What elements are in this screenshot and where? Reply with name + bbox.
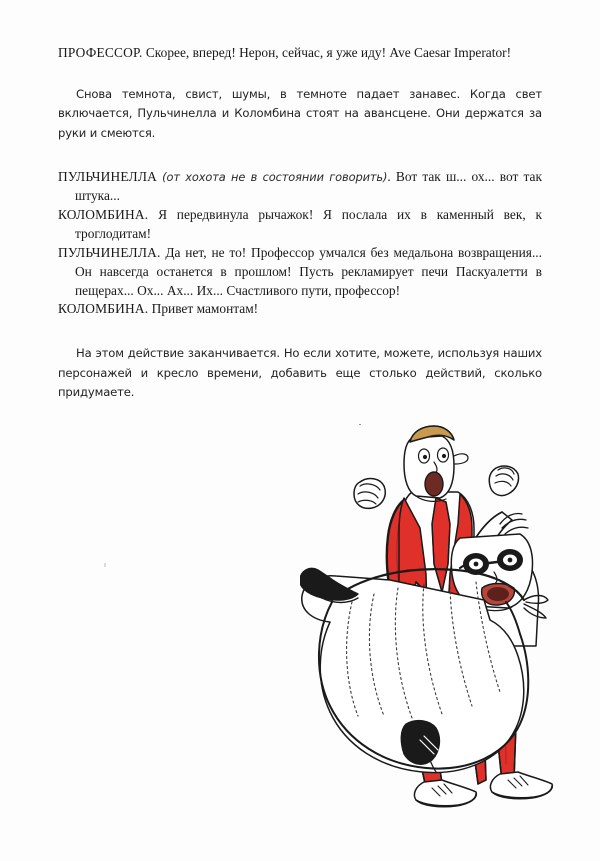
speaker-name: КОЛОМБИНА. bbox=[58, 301, 149, 317]
stage-direction-1: Снова темнота, свист, шумы, в темноте падает занавес. Когда свет включается, Пульчинелла и Коломбина стоят на авансцене. Они держатся за руки и смеются. bbox=[58, 86, 542, 140]
dialogue-text: Да нет, не то! Профессор умчался без медальона возвращения... Он навсегда останется в прошлом! Пусть рекламирует печи Паскуалетти в пещерах... Ох... Ах... Их... Счастливого пути, профессор! bbox=[75, 244, 542, 298]
dialogue-line-pulcinella-1 bbox=[58, 168, 542, 206]
dialogue-text: . Вот так ш... ох... вот так штука... bbox=[75, 169, 542, 204]
parenthetical-direction: (от хохота не в состоянии говорить) bbox=[162, 170, 388, 185]
illustration-two-characters-embracing bbox=[300, 424, 572, 826]
dialogue-line-columbine-2 bbox=[58, 300, 542, 319]
dialogue-line-pulcinella-2 bbox=[58, 244, 542, 301]
dialogue-text: Я передвинула рычажок! Я послала их в каменный век, к троглодитам! bbox=[75, 206, 542, 241]
scan-artifact-speck bbox=[104, 563, 106, 567]
spacer bbox=[58, 319, 542, 344]
speaker-name: КОЛОМБИНА. bbox=[58, 206, 149, 222]
speaker-name: ПРОФЕССОР. bbox=[58, 45, 143, 60]
dialogue-text: Привет мамонтам! bbox=[148, 301, 259, 317]
closing-note: На этом действие заканчивается. Но если хотите, можете, используя наших персонажей и кресло времени, добавить еще столько действий, сколько придумаете. bbox=[58, 346, 542, 400]
text-column bbox=[58, 44, 542, 403]
dialogue-text: Скорее, вперед! Нерон, сейчас, я уже иду! Ave Caesar Imperator! bbox=[142, 45, 512, 60]
spacer bbox=[58, 143, 542, 168]
spacer bbox=[58, 63, 542, 85]
dialogue-line-columbine-1 bbox=[58, 206, 542, 244]
speaker-name: ПУЛЬЧИНЕЛЛА. bbox=[58, 244, 161, 260]
speaker-name: ПУЛЬЧИНЕЛЛА bbox=[58, 169, 157, 185]
dialogue-line-professor bbox=[58, 44, 542, 63]
